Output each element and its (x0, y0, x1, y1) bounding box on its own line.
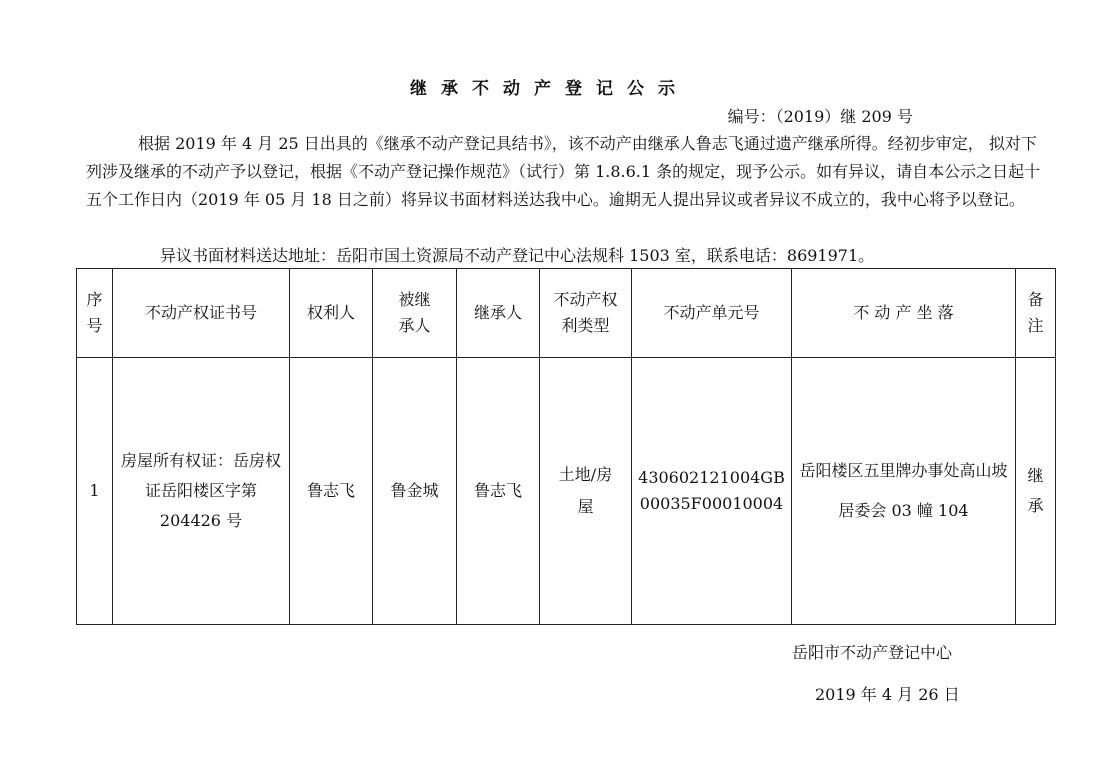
notice-paragraph-1 (86, 130, 1051, 214)
cell-remark: 继承 (1016, 358, 1056, 625)
notice-paragraph-1-text: 根据 2019 年 4 月 25 日出具的《继承不动产登记具结书》，该不动产由继承人鲁志飞通过遗产继承所得。经初步审定， 拟对下列涉及继承的不动产予以登记，根据《不动产登记操作规范》（试行）第 1.8.6.1 条的规定，现予公示。如有异议，请自本公示之日起十五个工作日内（2019 年 05 月 18 日之前）将异议书面材料送达我中心。逾期无人提出异议或者异议不成立的，我中心将予以登记。 (86, 134, 1041, 209)
header-cert-no: 不动产权证书号 (113, 269, 290, 358)
cell-cert-no: 房屋所有权证：岳房权证岳阳楼区字第 204426 号 (113, 358, 290, 625)
cell-right-type: 土地/房屋 (540, 358, 632, 625)
cell-decedent: 鲁金城 (373, 358, 457, 625)
header-remark: 备注 (1016, 269, 1056, 358)
header-owner: 权利人 (290, 269, 373, 358)
notice-paragraph-2 (86, 242, 1051, 270)
cell-owner: 鲁志飞 (290, 358, 373, 625)
notice-paragraph-2-text: 异议书面材料送达地址：岳阳市国土资源局不动产登记中心法规科 1503 室，联系电话：8691971。 (160, 246, 875, 265)
cell-unit-no: 430602121004GB00035F00010004 (632, 358, 792, 625)
notice-title: 继承不动产登记公示 (410, 79, 689, 99)
header-location: 不 动 产 坐 落 (792, 269, 1016, 358)
cell-location: 岳阳楼区五里牌办事处高山坡居委会 03 幢 104 (792, 358, 1016, 625)
issue-date: 2019 年 4 月 26 日 (815, 685, 960, 704)
header-decedent: 被继承人 (373, 269, 457, 358)
table-row (77, 358, 1056, 625)
header-seq: 序号 (77, 269, 113, 358)
table-header-row (77, 269, 1056, 358)
cell-heir: 鲁志飞 (457, 358, 540, 625)
issuing-organization: 岳阳市不动产登记中心 (792, 643, 953, 662)
header-right-type: 不动产权利类型 (540, 269, 632, 358)
document-number: 编号：（2019）继 209 号 (727, 107, 913, 126)
header-heir: 继承人 (457, 269, 540, 358)
cell-seq: 1 (77, 358, 113, 625)
header-unit-no: 不动产单元号 (632, 269, 792, 358)
registration-table (76, 268, 1056, 625)
